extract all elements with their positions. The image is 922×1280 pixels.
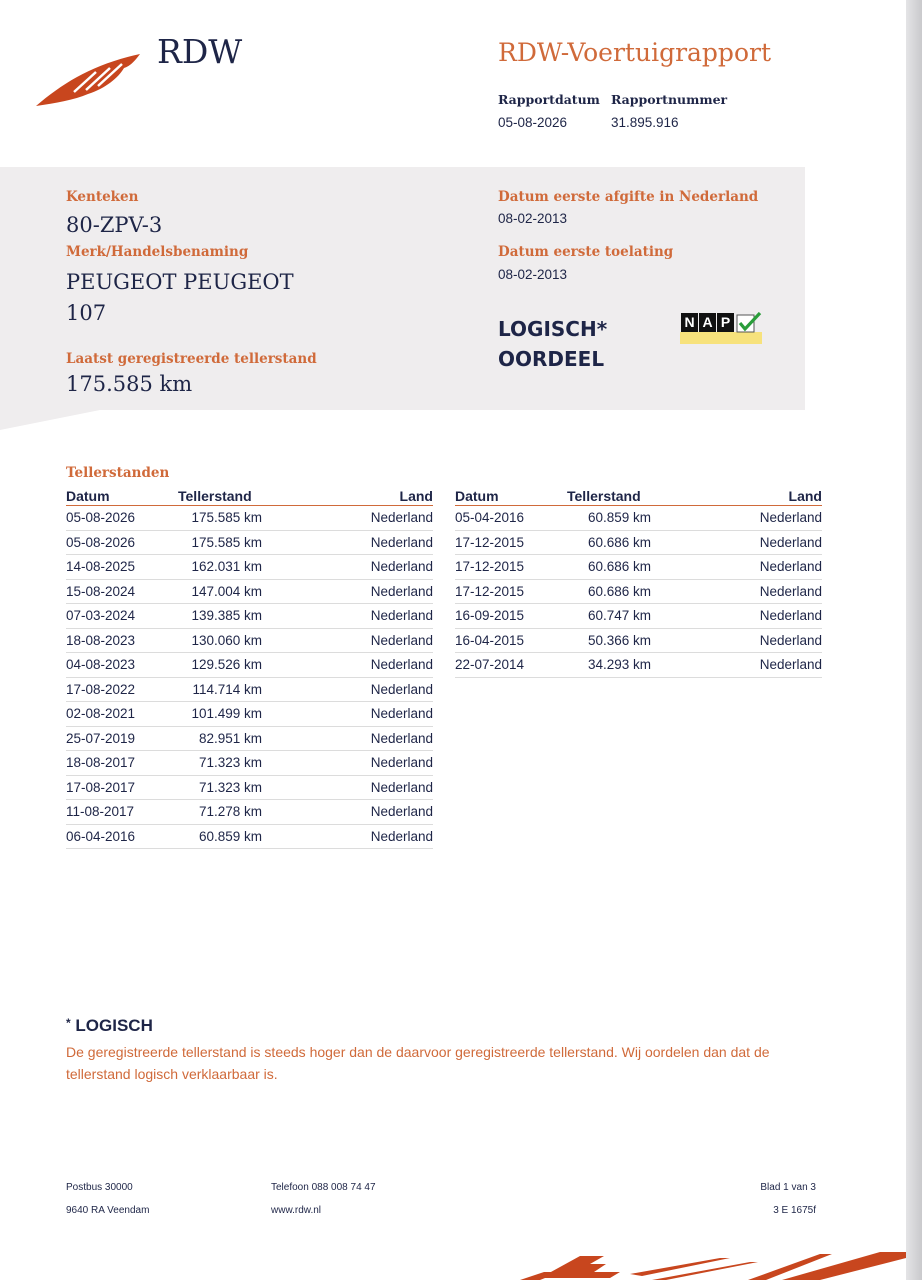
- table-row: [455, 530, 822, 555]
- report-date-block: [498, 92, 600, 130]
- reading-date: 05-08-2026: [66, 530, 178, 555]
- first-issue-value: 08-02-2013: [498, 211, 568, 226]
- reading-odometer: 60.859 km: [178, 824, 262, 849]
- table-row: [66, 800, 433, 825]
- reading-country: Nederland: [262, 530, 433, 555]
- table-row: [66, 579, 433, 604]
- reading-country: Nederland: [262, 677, 433, 702]
- reading-date: 17-12-2015: [455, 579, 567, 604]
- table-row: [66, 677, 433, 702]
- reading-odometer: 101.499 km: [178, 702, 262, 727]
- reading-date: 15-08-2024: [66, 579, 178, 604]
- reading-country: Nederland: [262, 751, 433, 776]
- reading-odometer: 60.686 km: [567, 555, 651, 580]
- reading-country: Nederland: [651, 628, 822, 653]
- reading-date: 02-08-2021: [66, 702, 178, 727]
- table-row: [66, 751, 433, 776]
- reading-country: Nederland: [651, 530, 822, 555]
- col-date-header: Datum: [66, 484, 178, 506]
- table-row: [66, 555, 433, 580]
- reading-odometer: 71.278 km: [178, 800, 262, 825]
- reading-odometer: 60.747 km: [567, 604, 651, 629]
- reading-country: Nederland: [262, 775, 433, 800]
- col-odometer-header: Tellerstand: [178, 484, 262, 506]
- reading-odometer: 71.323 km: [178, 775, 262, 800]
- nap-logo: [680, 312, 762, 344]
- reading-date: 05-08-2026: [66, 506, 178, 531]
- table-row: [66, 653, 433, 678]
- reading-country: Nederland: [262, 824, 433, 849]
- footer-postbus: Postbus 30000: [66, 1182, 133, 1193]
- table-row: [66, 726, 433, 751]
- reading-odometer: 175.585 km: [178, 506, 262, 531]
- reading-country: Nederland: [262, 653, 433, 678]
- footer-code: 3 E 1675f: [773, 1205, 816, 1216]
- reading-odometer: 34.293 km: [567, 653, 651, 678]
- footer-web[interactable]: www.rdw.nl: [271, 1205, 322, 1216]
- col-odometer-header: Tellerstand: [567, 484, 651, 506]
- report-title: RDW-Voertuigrapport: [498, 38, 771, 67]
- table-row: [66, 775, 433, 800]
- footer-page: Blad 1 van 3: [760, 1182, 816, 1193]
- reading-odometer: 147.004 km: [178, 579, 262, 604]
- readings-left-body: [66, 506, 433, 849]
- reading-date: 07-03-2024: [66, 604, 178, 629]
- reading-date: 22-07-2014: [455, 653, 567, 678]
- reading-country: Nederland: [651, 604, 822, 629]
- table-row: [66, 530, 433, 555]
- reading-odometer: 175.585 km: [178, 530, 262, 555]
- reading-country: Nederland: [262, 726, 433, 751]
- readings-right-body: [455, 506, 822, 678]
- reading-date: 04-08-2023: [66, 653, 178, 678]
- table-row: [66, 702, 433, 727]
- first-admission-value: 08-02-2013: [498, 267, 568, 282]
- reading-date: 17-08-2017: [66, 775, 178, 800]
- reading-date: 18-08-2017: [66, 751, 178, 776]
- decorative-stripes-icon: [520, 1250, 906, 1280]
- col-date-header: Datum: [455, 484, 567, 506]
- table-row: [455, 555, 822, 580]
- reading-odometer: 162.031 km: [178, 555, 262, 580]
- table-row: [66, 506, 433, 531]
- first-issue-label: Datum eerste afgifte in Nederland: [498, 189, 759, 205]
- nap-letter-a: A: [699, 313, 716, 332]
- make-label: Merk/Handelsbenaming: [66, 244, 249, 260]
- reading-country: Nederland: [651, 506, 822, 531]
- rdw-feather-logo-icon: [34, 52, 146, 108]
- table-row: [66, 824, 433, 849]
- plate-label: Kenteken: [66, 189, 139, 205]
- reading-odometer: 129.526 km: [178, 653, 262, 678]
- readings-header-row: [66, 484, 433, 506]
- report-date-label: Rapportdatum: [498, 92, 600, 107]
- footnote-heading: [66, 1016, 153, 1036]
- reading-odometer: 60.686 km: [567, 579, 651, 604]
- readings-title: Tellerstanden: [66, 465, 170, 481]
- panel-tail: [0, 410, 100, 430]
- reading-date: 17-08-2022: [66, 677, 178, 702]
- reading-odometer: 60.859 km: [567, 506, 651, 531]
- reading-country: Nederland: [262, 628, 433, 653]
- reading-odometer: 139.385 km: [178, 604, 262, 629]
- col-country-header: Land: [262, 484, 433, 506]
- reading-country: Nederland: [262, 579, 433, 604]
- verdict-line-2: OORDEEL: [498, 347, 605, 371]
- reading-date: 16-04-2015: [455, 628, 567, 653]
- table-row: [66, 628, 433, 653]
- reading-date: 18-08-2023: [66, 628, 178, 653]
- table-row: [455, 604, 822, 629]
- report-number-label: Rapportnummer: [611, 92, 728, 107]
- col-country-header: Land: [651, 484, 822, 506]
- make-line-2: 107: [66, 301, 107, 325]
- nap-letter-p: P: [717, 313, 734, 332]
- first-admission-label: Datum eerste toelating: [498, 244, 674, 260]
- reading-date: 17-12-2015: [455, 555, 567, 580]
- odometer-label: Laatst geregistreerde tellerstand: [66, 351, 317, 367]
- reading-date: 17-12-2015: [455, 530, 567, 555]
- reading-odometer: 114.714 km: [178, 677, 262, 702]
- reading-country: Nederland: [651, 653, 822, 678]
- footnote-heading-text: LOGISCH: [75, 1016, 153, 1035]
- readings-table-right: [455, 484, 822, 678]
- page-edge-shadow: [906, 0, 922, 1280]
- reading-odometer: 60.686 km: [567, 530, 651, 555]
- reading-date: 05-04-2016: [455, 506, 567, 531]
- footer-city: 9640 RA Veendam: [66, 1205, 150, 1216]
- make-line-1: PEUGEOT PEUGEOT: [66, 270, 294, 294]
- reading-date: 25-07-2019: [66, 726, 178, 751]
- reading-country: Nederland: [262, 702, 433, 727]
- readings-table-left: [66, 484, 433, 849]
- odometer-value: 175.585 km: [66, 372, 193, 396]
- checkmark-icon: [736, 312, 762, 334]
- report-number: 31.895.916: [611, 115, 679, 130]
- footnote-star: *: [66, 1016, 71, 1030]
- reading-country: Nederland: [262, 555, 433, 580]
- table-row: [455, 653, 822, 678]
- reading-date: 11-08-2017: [66, 800, 178, 825]
- nap-letter-n: N: [681, 313, 698, 332]
- reading-date: 14-08-2025: [66, 555, 178, 580]
- verdict-line-1: LOGISCH*: [498, 317, 608, 341]
- table-row: [455, 628, 822, 653]
- reading-odometer: 82.951 km: [178, 726, 262, 751]
- reading-date: 16-09-2015: [455, 604, 567, 629]
- table-row: [455, 579, 822, 604]
- report-number-block: [611, 92, 727, 130]
- table-row: [66, 604, 433, 629]
- report-date: 05-08-2026: [498, 115, 568, 130]
- reading-country: Nederland: [262, 506, 433, 531]
- brand-name: RDW: [157, 32, 243, 71]
- verdict: [498, 314, 607, 374]
- readings-header-row: [455, 484, 822, 506]
- footnote-text: De geregistreerde tellerstand is steeds hoger dan de daarvoor geregistreerde tellerstand. Wij oordelen dan dat de tellerstand logisch verklaarbaar is.: [66, 1044, 770, 1082]
- plate-value: 80-ZPV-3: [66, 213, 163, 237]
- reading-odometer: 71.323 km: [178, 751, 262, 776]
- footer-phone: Telefoon 088 008 74 47: [271, 1182, 376, 1193]
- reading-country: Nederland: [651, 579, 822, 604]
- reading-odometer: 50.366 km: [567, 628, 651, 653]
- reading-country: Nederland: [262, 604, 433, 629]
- reading-odometer: 130.060 km: [178, 628, 262, 653]
- table-row: [455, 506, 822, 531]
- reading-date: 06-04-2016: [66, 824, 178, 849]
- reading-country: Nederland: [262, 800, 433, 825]
- reading-country: Nederland: [651, 555, 822, 580]
